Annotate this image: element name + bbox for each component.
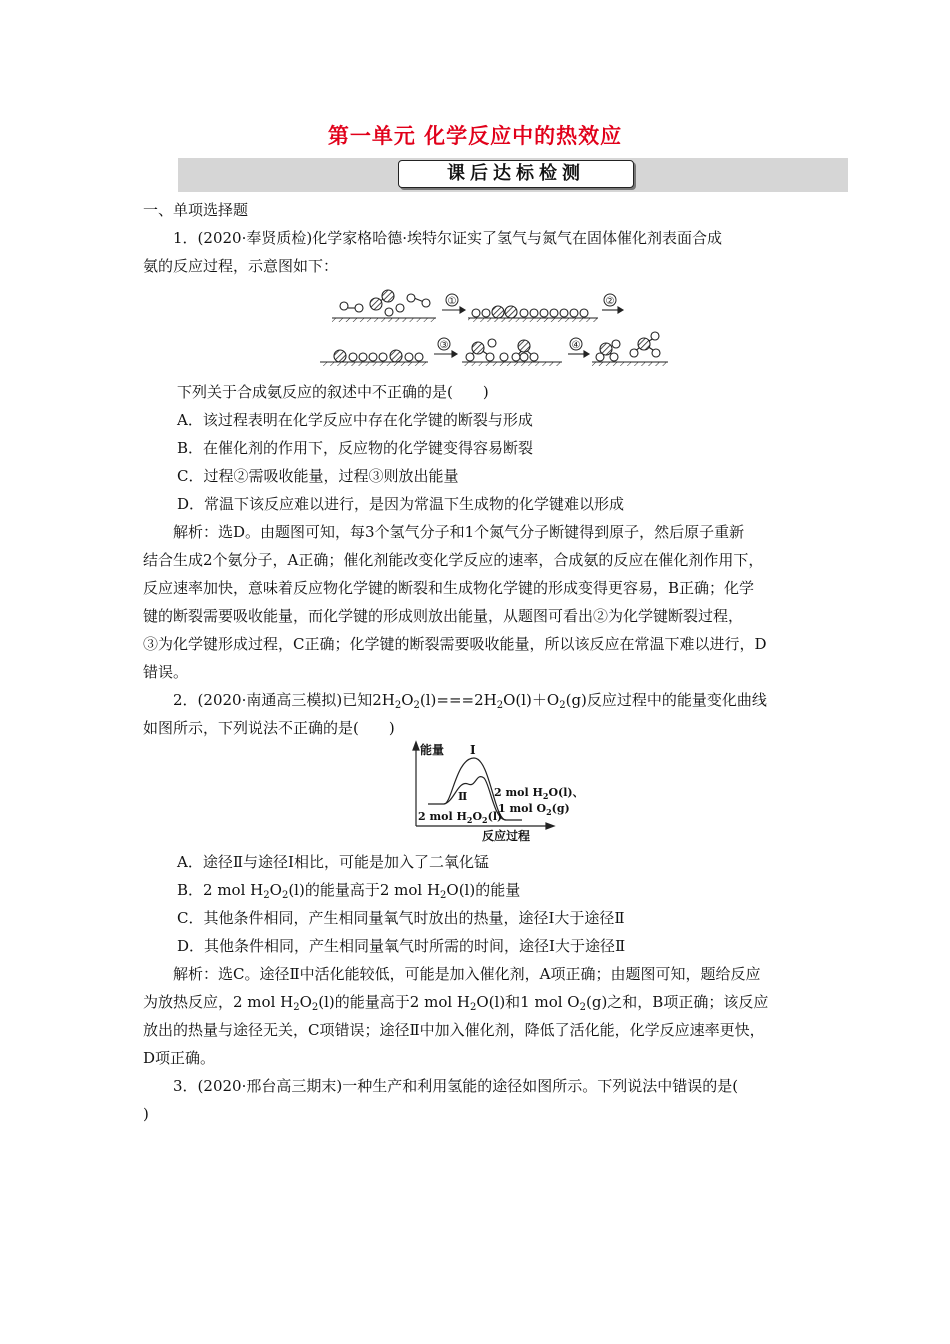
q2-path-1-label: Ⅰ <box>470 743 476 757</box>
q3-stem-line-1: 3．(2020·邢台高三期末)一种生产和利用氢能的途径如图所示。下列说法中错误的是( <box>173 1077 739 1095</box>
q2-analysis-line-1: 解析：选C。途径Ⅱ中活化能较低，可能是加入催化剂，A项正确；由题图可知，题给反应 <box>173 965 761 983</box>
q1-analysis-line-2: 结合生成2个氨分子，A正确；催化剂能改变化学反应的速率，合成氨的反应在催化剂作用下， <box>143 551 764 569</box>
q1-synthesis-diagram <box>318 286 670 368</box>
q2-reactant-label: 2 mol $H_2O_2(l)$ <box>418 810 503 825</box>
q2-analysis-line-4: D项正确。 <box>143 1049 216 1067</box>
section-band <box>178 158 848 192</box>
q2-y-axis-label: 能量 <box>420 743 445 757</box>
q1-body-block <box>143 378 808 742</box>
q1-stem-line-1: 1．(2020·奉贤质检)化学家格哈德·埃特尔证实了氢气与氮气在固体催化剂表面合成 <box>173 229 722 247</box>
q1-analysis-line-3: 反应速率加快，意味着反应物化学键的断裂和生成物化学键的形成变得更容易，B正确；化学 <box>143 579 755 597</box>
q2-analysis-line-2: 为放热反应，2 mol $H_2O_2(l)$的能量高于2 mol $H_2O(l)$和1 mol $O_2(g)$之和，B项正确；该反应 <box>143 993 769 1013</box>
q1-step-label-3: ③ <box>439 340 449 351</box>
q2-option-d: D．其他条件相同，产生相同量氧气时所需的时间，途径Ⅰ大于途径Ⅱ <box>177 937 626 955</box>
q2-stem-line-1: 2．(2020·南通高三模拟)已知$2H_2O_2(l)===2H_2O(l)+O_2(g)$反应过程中的能量变化曲线 <box>173 691 767 711</box>
q2-analysis-line-3: 放出的热量与途径无关，C项错误；途径Ⅱ中加入催化剂，降低了活化能，化学反应速率更快， <box>143 1021 765 1039</box>
q1-analysis-line-4: 键的断裂需要吸收能量，而化学键的形成则放出能量，从题图可看出②为化学键断裂过程， <box>143 607 744 625</box>
q3-stem-line-2: ) <box>143 1105 149 1123</box>
q2-product-label-2: 1 mol $O_2(g)$ <box>498 802 570 817</box>
q2-path-2-label: Ⅱ <box>458 790 468 803</box>
page-title: 第一单元 化学反应中的热效应 <box>327 124 623 148</box>
q2-option-a: A．途径Ⅱ与途径Ⅰ相比，可能是加入了二氧化锰 <box>177 853 489 871</box>
q1-option-a: A．该过程表明在化学反应中存在化学键的断裂与形成 <box>177 411 533 429</box>
q2-x-axis-label: 反应过程 <box>482 829 531 843</box>
q1-step-label-1: ① <box>447 296 457 307</box>
section-label: 课后达标检测 <box>398 160 634 188</box>
q1-question: 下列关于合成氨反应的叙述中不正确的是( ) <box>177 383 489 401</box>
q2-energy-diagram <box>410 740 584 844</box>
q2-body-block <box>143 848 808 1128</box>
q1-analysis-line-1: 解析：选D。由题图可知，每3个氢气分子和1个氮气分子断键得到原子，然后原子重新 <box>173 523 745 541</box>
q1-option-d: D．常温下该反应难以进行，是因为常温下生成物的化学键难以形成 <box>177 495 625 513</box>
q1-analysis-line-6: 错误。 <box>143 663 189 681</box>
part-heading: 一、单项选择题 <box>143 201 249 219</box>
q1-option-b: B．在催化剂的作用下，反应物的化学键变得容易断裂 <box>177 439 534 457</box>
q1-step-label-2: ② <box>605 296 615 307</box>
q1-stem-block <box>143 196 808 280</box>
q2-option-b: B．2 mol $H_2O_2(l)$的能量高于2 mol $H_2O(l)$的能量 <box>177 881 521 901</box>
q1-option-c: C．过程②需吸收能量，过程③则放出能量 <box>177 467 459 485</box>
q2-option-c: C．其他条件相同，产生相同量氧气时放出的热量，途径Ⅰ大于途径Ⅱ <box>177 909 625 927</box>
q1-analysis-line-5: ③为化学键形成过程，C正确；化学键的断裂需要吸收能量，所以该反应在常温下难以进行，D <box>143 635 767 653</box>
q1-step-label-4: ④ <box>571 340 581 351</box>
q2-stem-line-2: 如图所示，下列说法不正确的是( ) <box>143 719 395 737</box>
q1-stem-line-2: 氨的反应过程，示意图如下： <box>143 257 339 275</box>
q2-product-label-1: 2 mol $H_2O(l)$、 <box>494 786 584 801</box>
